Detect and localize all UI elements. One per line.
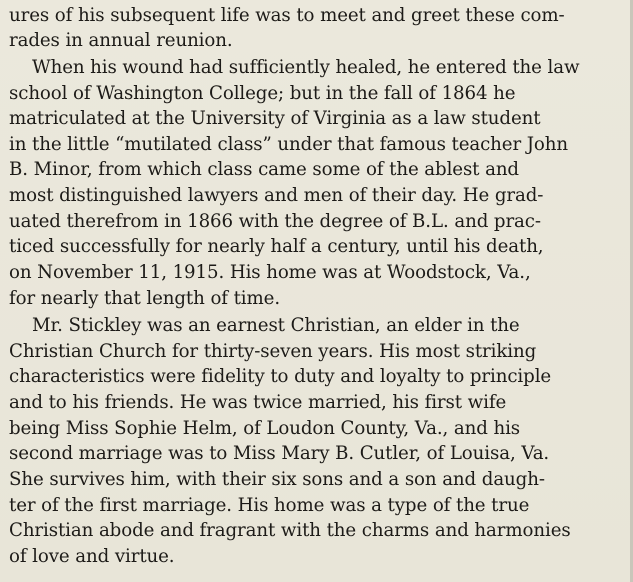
text-line: ticed successfully for nearly half a century, until his death,: [9, 236, 544, 257]
text-line: ures of his subsequent life was to meet and greet these com-: [9, 5, 565, 26]
text-line: being Miss Sophie Helm, of Loudon County, Va., and his: [9, 418, 521, 439]
text-line: characteristics were fidelity to duty and loyalty to principle: [9, 366, 552, 387]
text-line: B. Minor, from which class came some of the ablest and: [9, 159, 519, 180]
text-line: second marriage was to Miss Mary B. Cutler, of Louisa, Va.: [9, 443, 550, 464]
text-line: ter of the first marriage. His home was a type of the true: [9, 495, 530, 516]
paragraph-start-line: Mr. Stickley was an earnest Christian, an elder in the: [32, 315, 520, 336]
text-line: for nearly that length of time.: [9, 288, 281, 309]
text-line: and to his friends. He was twice married, his first wife: [9, 392, 507, 413]
text-line: uated therefrom in 1866 with the degree of B.L. and prac-: [9, 211, 541, 232]
text-line: Christian Church for thirty-seven years. His most striking: [9, 341, 537, 362]
text-line: in the little “mutilated class” under that famous teacher John: [9, 134, 569, 155]
text-line: rades in annual reunion.: [9, 30, 233, 51]
text-line: Christian abode and fragrant with the charms and harmonies: [9, 520, 571, 541]
text-line: most distinguished lawyers and men of their day. He grad-: [9, 185, 544, 206]
text-line: school of Washington College; but in the fall of 1864 he: [9, 83, 516, 104]
paragraph-start-line: When his wound had sufficiently healed, he entered the law: [32, 57, 580, 78]
text-line: matriculated at the University of Virginia as a law student: [9, 108, 541, 129]
text-line: of love and virtue.: [9, 546, 175, 567]
text-line: on November 11, 1915. His home was at Woodstock, Va.,: [9, 262, 531, 283]
text-line: She survives him, with their six sons and a son and daugh-: [9, 469, 545, 490]
